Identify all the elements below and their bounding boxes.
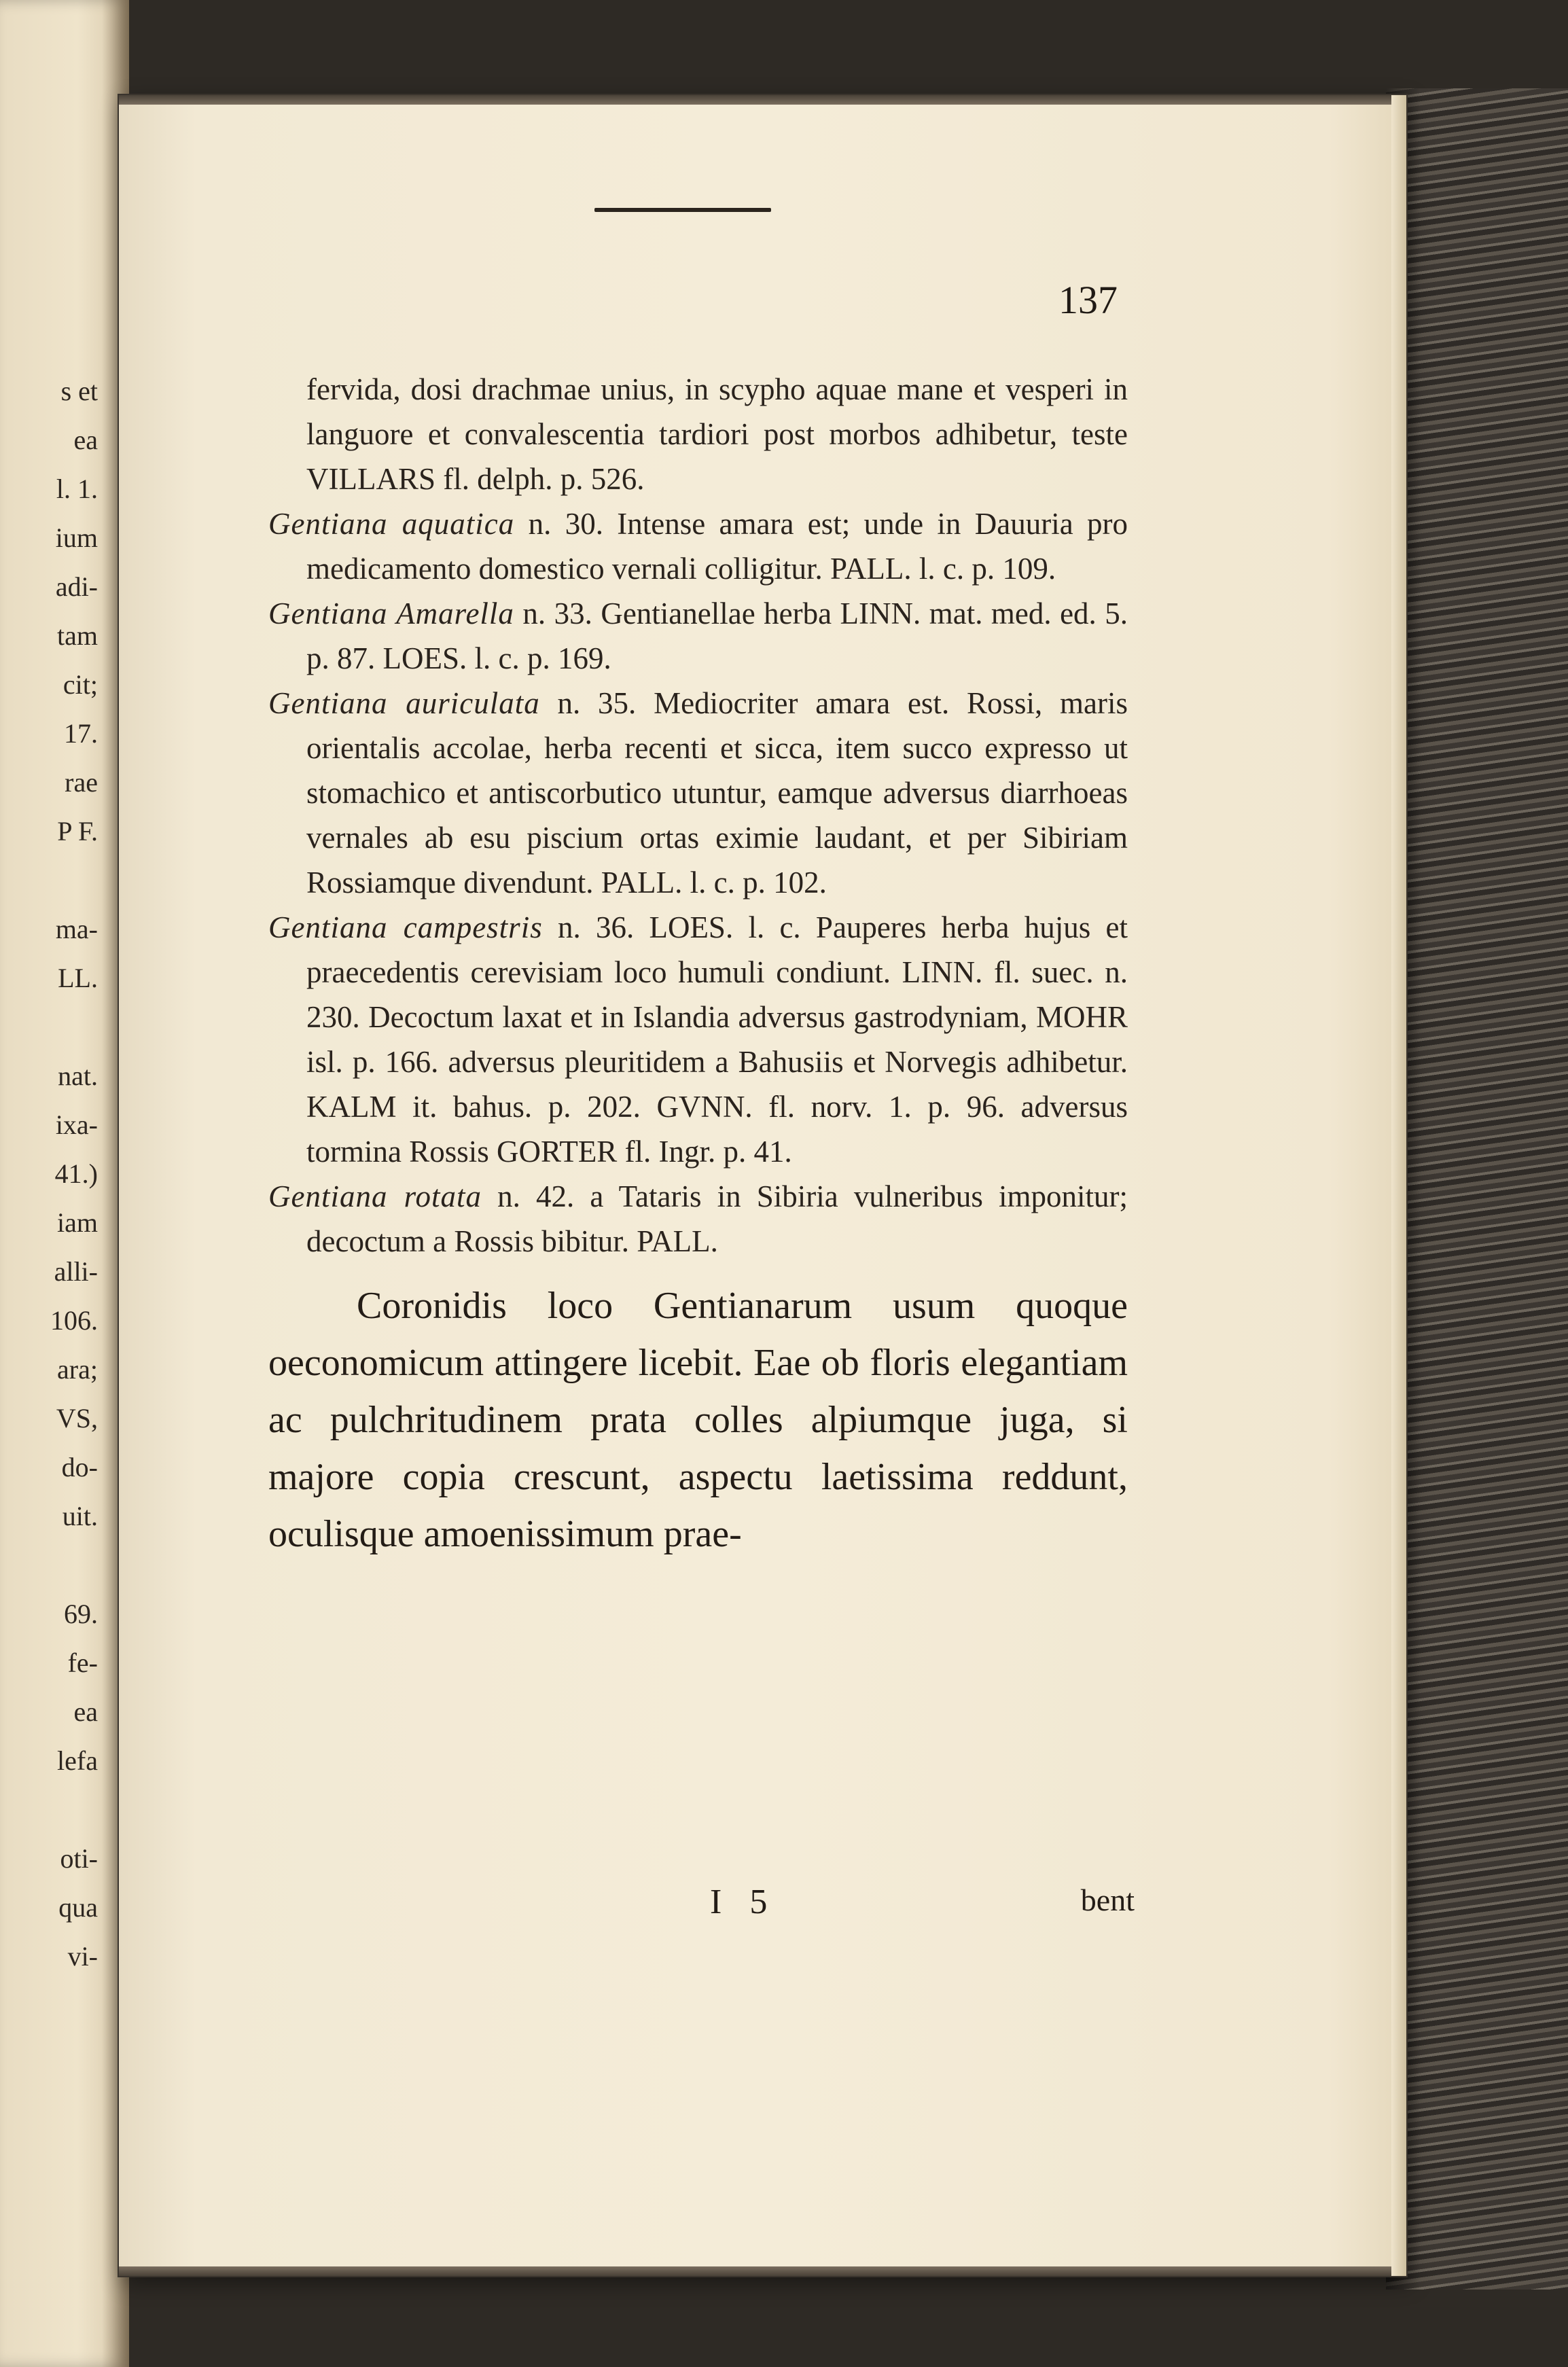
left-page-fragment: iam [57, 1207, 98, 1238]
species-note [268, 591, 1128, 681]
left-page-fragment: ma- [55, 914, 98, 944]
species-note-text: n. 30. Intense amara est; unde in Dauuria pro medicamento domestico vernali colligitur. PALL. l. c. p. 109. [306, 507, 1128, 586]
species-note-text: n. 36. LOES. l. c. Pauperes herba hujus et praecedentis cerevisiam loco humuli condiunt. LINN. fl. suec. n. 230. Decoctum laxat et in Islandia adversus gastrodyniam, MOHR isl. p. 166. adversus pleuritidem a Bahusiis et Norvegis adhibetur. KALM it. bahus. p. 202. GVNN. fl. norv. 1. p. 96. adversus tormina Rossis GORTER fl. Ingr. p. 41. [306, 910, 1128, 1169]
species-note [268, 681, 1128, 905]
species-note [268, 367, 1128, 501]
species-name: Gentiana campestris [268, 910, 543, 944]
species-note [268, 1174, 1128, 1264]
left-page-fragment: rae [65, 767, 98, 798]
left-page-fragment [0, 1785, 102, 1834]
left-page-fragment [0, 856, 102, 905]
left-page-fragment: nat. [58, 1061, 98, 1091]
left-page-fragment [0, 1003, 102, 1052]
page-text-block [268, 367, 1128, 1563]
left-page-fragment [0, 1541, 102, 1590]
left-page-fragment: uit. [62, 1501, 98, 1531]
page-fore-edge [1391, 95, 1406, 2276]
species-name: Gentiana aquatica [268, 507, 515, 541]
left-page-fragment: do- [61, 1452, 98, 1482]
left-page-fragment: P F. [57, 816, 98, 847]
species-note [268, 501, 1128, 591]
left-page-fragment: s et [60, 376, 98, 406]
left-page-fragment: fe- [67, 1648, 98, 1678]
species-name: Gentiana Amarella [268, 597, 514, 630]
left-page-fragment: ium [55, 522, 98, 553]
left-page-fragment: lefa [57, 1745, 98, 1776]
left-page-fragment: oti- [60, 1843, 98, 1874]
left-page-fragment: 17. [64, 718, 98, 749]
species-name: Gentiana auriculata [268, 686, 540, 720]
left-page-text-fragments [0, 367, 102, 1981]
left-page-fragment: alli- [54, 1256, 98, 1287]
left-page-fragment: ea [73, 425, 98, 455]
species-name: Gentiana rotata [268, 1179, 482, 1213]
left-page-fragment: adi- [55, 571, 98, 602]
left-page-fragment: 106. [50, 1305, 98, 1336]
species-note-text: fervida, dosi drachmae unius, in scypho aquae mane et vesperi in languore et convalescentia tardiori post morbos adhibetur, teste VILLARS fl. delph. p. 526. [306, 372, 1128, 496]
body-paragraph: Coronidis loco Gentianarum usum quoque oeconomicum attingere licebit. Eae ob floris elegantiam ac pulchritudinem prata colles alpiumque juga, si majore copia crescunt, aspectu laetissima reddunt, oculisque amoenissimum prae- [268, 1285, 1128, 1555]
species-note-text: n. 42. a Tataris in Sibiria vulneribus imponitur; decoctum a Rossis bibitur. PALL. [306, 1179, 1128, 1258]
page-number: 137 [1058, 278, 1118, 322]
species-note [268, 905, 1128, 1174]
left-page-fragment: LL. [58, 963, 98, 993]
left-page-fragment: ara; [57, 1354, 98, 1385]
species-note-text: n. 35. Mediocriter amara est. Rossi, maris orientalis accolae, herba recenti et sicca, item succo expresso ut stomachico et antiscorbutico utuntur, eamque adversus diarrhoeas vernales ab esu piscium ortas eximie laudant, et per Sibiriam Rossiamque divendunt. PALL. l. c. p. 102. [306, 686, 1128, 900]
page-bottom-edge [119, 2266, 1406, 2276]
left-page-fragment: ixa- [55, 1109, 98, 1140]
left-page-fragment: ea [73, 1696, 98, 1727]
left-page-fragment: l. 1. [56, 474, 98, 504]
left-page-fragment: VS, [56, 1403, 98, 1434]
page-top-edge [119, 95, 1406, 105]
left-page-fragment: tam [57, 620, 98, 651]
left-page-fragment: vi- [67, 1941, 98, 1972]
left-page-fragment: qua [58, 1892, 98, 1923]
signature-mark: I 5 [710, 1883, 777, 1921]
botanical-notes [268, 367, 1128, 1264]
header-rule [594, 208, 771, 212]
left-page-fragment: cit; [63, 669, 98, 700]
left-page-fragment: 41.) [54, 1158, 98, 1189]
catchword: bent [1080, 1883, 1135, 1917]
species-note-text: n. 33. Gentianellae herba LINN. mat. med. ed. 5. p. 87. LOES. l. c. p. 169. [306, 597, 1128, 675]
left-page-fragment: 69. [64, 1599, 98, 1629]
